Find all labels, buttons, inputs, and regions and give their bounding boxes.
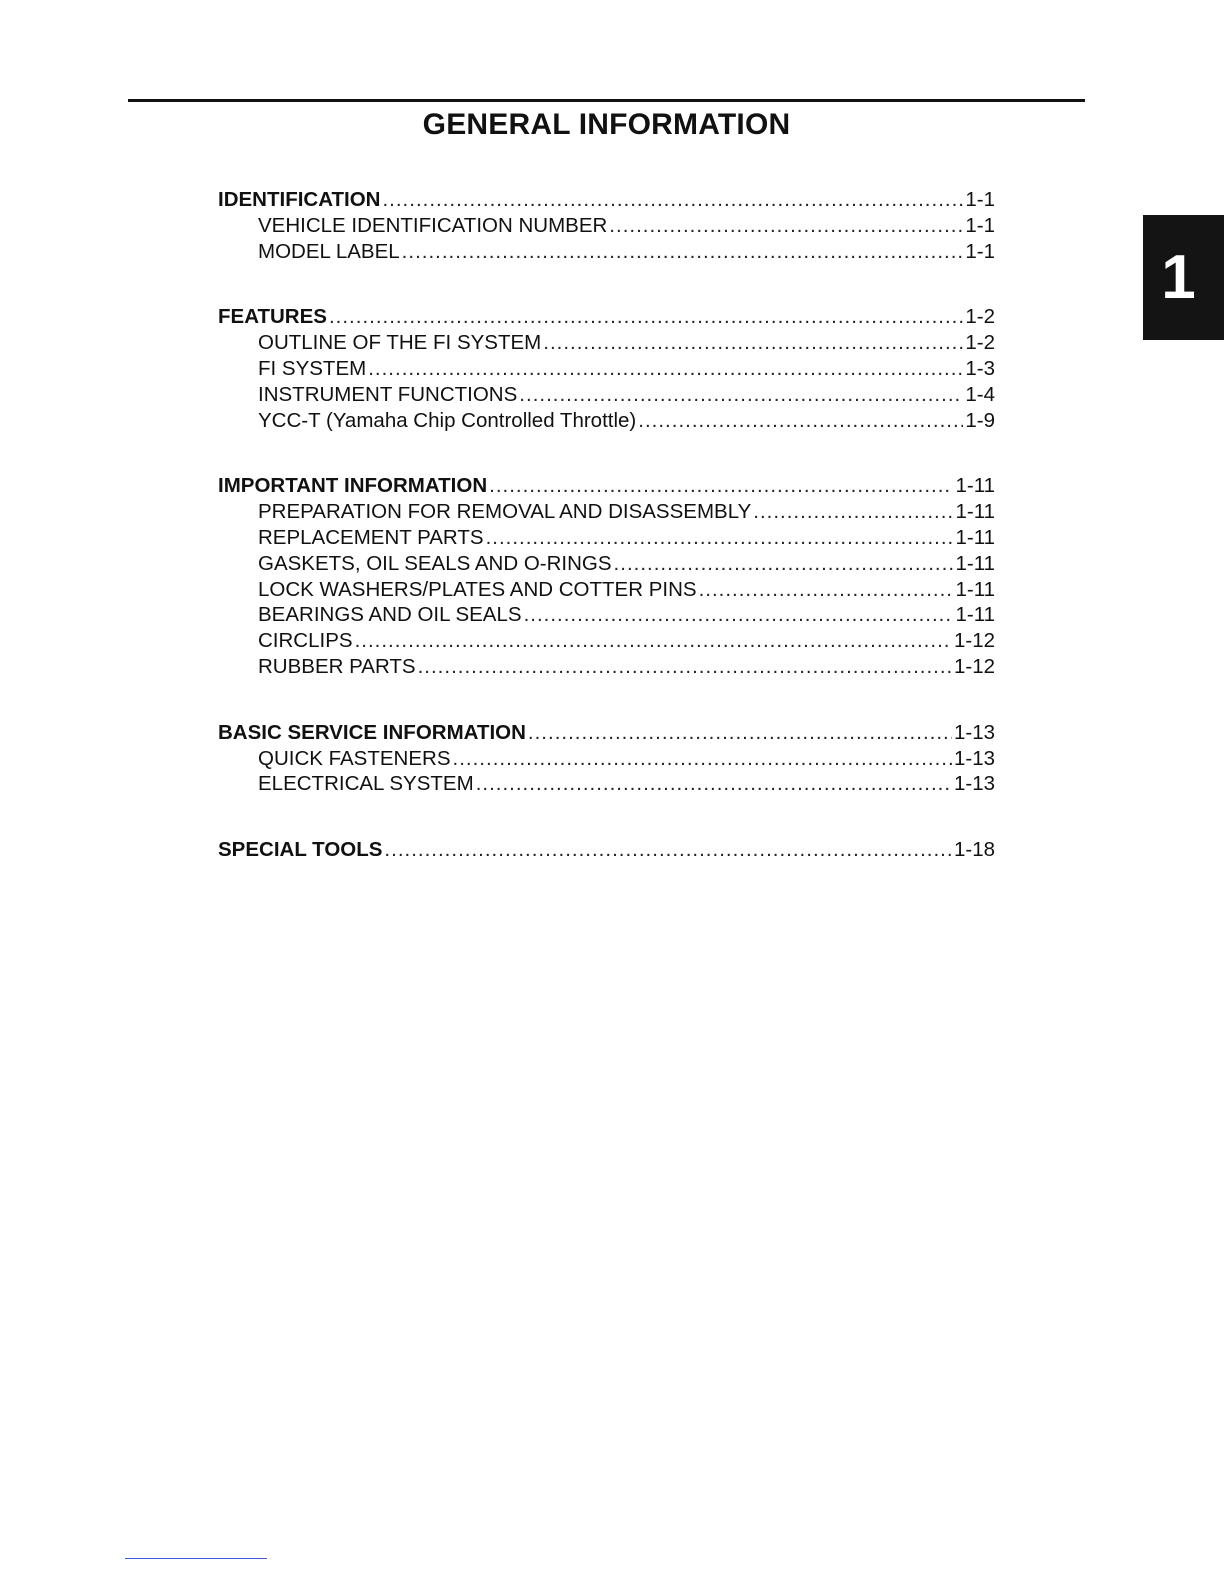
toc-subentry[interactable] [218,603,995,629]
toc-heading-entry[interactable] [218,474,995,500]
toc-heading-entry[interactable] [218,838,995,864]
toc-entry-label: MODEL LABEL [258,239,400,263]
toc-entry-label: IDENTIFICATION [218,188,381,211]
toc-section [218,721,995,798]
toc-heading-entry[interactable] [218,305,995,331]
toc-entry-label: REPLACEMENT PARTS [258,525,484,549]
dot-leader [355,629,952,653]
toc-page-number: 1-11 [955,577,995,601]
toc-subentry[interactable] [218,240,995,266]
toc-section [218,838,995,864]
toc-page-number: 1-11 [955,474,995,498]
toc-subentry[interactable] [218,214,995,240]
toc-subentry[interactable] [218,357,995,383]
dot-leader [638,409,963,433]
toc-subentry[interactable] [218,578,995,604]
dot-leader [476,772,952,796]
toc-page-number: 1-9 [965,408,995,432]
toc-subentry[interactable] [218,629,995,655]
toc-entry-label: YCC-T (Yamaha Chip Controlled Throttle) [258,408,637,432]
page-title: GENERAL INFORMATION [422,108,791,141]
toc-subentry[interactable] [218,772,995,798]
toc-page-number: 1-13 [953,746,995,770]
dot-leader [368,357,963,381]
dot-leader [519,383,963,407]
toc-page-number: 1-1 [965,239,995,263]
dot-leader [609,214,963,238]
toc-section [218,305,995,434]
toc-page-number: 1-4 [965,382,995,406]
toc-page-number: 1-1 [965,188,995,211]
dot-leader [614,552,954,576]
dot-leader [384,838,952,862]
chapter-tab: 1 [1143,215,1224,340]
bottom-link-underline [125,1558,267,1559]
toc-entry-label: VEHICLE IDENTIFICATION NUMBER [258,213,608,237]
toc-entry-label: BASIC SERVICE INFORMATION [218,720,526,744]
toc-page-number: 1-2 [965,305,995,329]
dot-leader [418,655,952,679]
toc-entry-label: OUTLINE OF THE FI SYSTEM [258,331,542,355]
toc-subentry[interactable] [218,331,995,357]
toc-page-number: 1-13 [953,720,995,744]
dot-leader [453,747,952,771]
toc-heading-entry[interactable] [218,721,995,747]
toc-heading-entry[interactable] [218,188,995,214]
toc-subentry[interactable] [218,655,995,681]
toc-subentry[interactable] [218,500,995,526]
toc-entry-label: IMPORTANT INFORMATION [218,474,488,498]
toc-page-number: 1-12 [953,629,995,653]
toc-entry-label: SPECIAL TOOLS [218,838,383,862]
top-rule [128,99,1085,102]
toc-entry-label: LOCK WASHERS/PLATES AND COTTER PINS [258,577,697,601]
toc-entry-label: FEATURES [218,305,327,329]
toc-page-number: 1-1 [965,213,995,237]
dot-leader [699,578,954,602]
toc-entry-label: GASKETS, OIL SEALS AND O-RINGS [258,551,612,575]
toc-section [218,474,995,680]
toc-page-number: 1-11 [955,525,995,549]
toc-subentry[interactable] [218,526,995,552]
dot-leader [489,474,953,498]
toc-subentry[interactable] [218,409,995,435]
toc-section [218,188,995,265]
toc-entry-label: PREPARATION FOR REMOVAL AND DISASSEMBLY [258,500,752,524]
toc-page-number: 1-11 [955,603,995,627]
dot-leader [524,603,954,627]
dot-leader [528,721,952,745]
toc-page-number: 1-11 [955,551,995,575]
toc-page-number: 1-2 [965,331,995,355]
toc-entry-label: ELECTRICAL SYSTEM [258,772,474,796]
toc-entry-label: FI SYSTEM [258,356,367,380]
toc-entry-label: CIRCLIPS [258,629,353,653]
toc-page-number: 1-12 [953,654,995,678]
dot-leader [486,526,954,550]
toc-subentry[interactable] [218,383,995,409]
dot-leader [543,331,963,355]
dot-leader [753,500,953,524]
toc-page-number: 1-3 [965,356,995,380]
toc-entry-label: RUBBER PARTS [258,654,416,678]
dot-leader [402,240,964,264]
dot-leader [329,305,963,329]
toc-entry-label: BEARINGS AND OIL SEALS [258,603,522,627]
toc-entry-label: INSTRUMENT FUNCTIONS [258,382,518,406]
toc-subentry[interactable] [218,552,995,578]
dot-leader [382,188,963,212]
toc-page-number: 1-18 [953,838,995,862]
toc-page-number: 1-13 [953,772,995,796]
toc-subentry[interactable] [218,747,995,773]
toc-page-number: 1-11 [955,500,995,524]
toc-entry-label: QUICK FASTENERS [258,746,451,770]
table-of-contents [218,188,995,904]
